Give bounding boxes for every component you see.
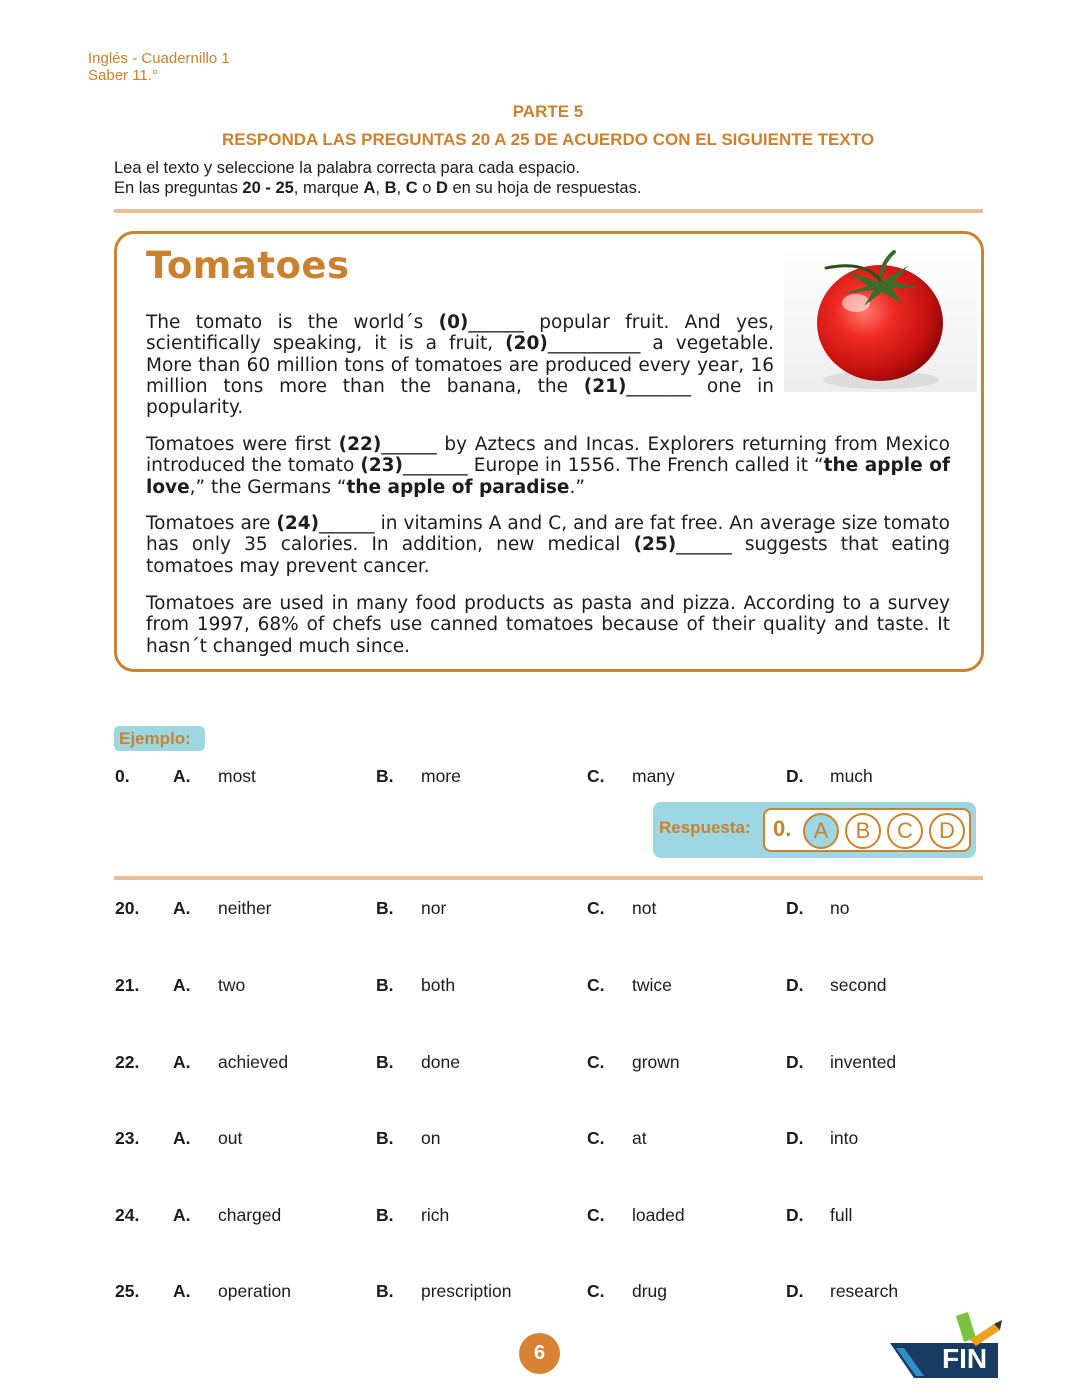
text-paragraph-2: Tomatoes were first (22)______ by Aztecs and Incas. Explorers returning from Mexico introduced the tomato (23)_______ Europe in 1556. The French called it “the apple of love,” the Germans “the apple of paradise.” — [146, 434, 950, 498]
question-row-25 — [0, 1281, 1080, 1305]
question-number: 24. — [115, 1205, 140, 1225]
option-letter-b: B. — [376, 1052, 394, 1072]
option-letter-d: D. — [786, 975, 804, 995]
option-c: many — [632, 766, 675, 786]
question-number: 21. — [115, 975, 140, 995]
option-letter-a: A. — [173, 898, 191, 918]
option-d: into — [830, 1128, 859, 1148]
option-letter-c: C. — [587, 1281, 605, 1301]
tomato-image — [784, 248, 977, 392]
answer-bubble-a: A — [803, 813, 839, 849]
option-letter-a: A. — [173, 975, 191, 995]
option-letter-a: A. — [173, 1128, 191, 1148]
divider — [114, 209, 983, 213]
option-b: done — [421, 1052, 460, 1072]
answer-label: Respuesta: — [659, 818, 751, 837]
option-letter-a: A. — [173, 1052, 191, 1072]
question-row-23 — [0, 1128, 1080, 1152]
option-a: neither — [218, 898, 272, 918]
option-c: loaded — [632, 1205, 685, 1225]
instructions — [114, 158, 641, 198]
question-row-21 — [0, 975, 1080, 999]
answer-number: 0. — [773, 816, 792, 841]
question-number: 0. — [115, 766, 130, 786]
question-row-22 — [0, 1052, 1080, 1076]
answer-bubble-sheet — [763, 808, 971, 852]
option-c: drug — [632, 1281, 668, 1301]
option-letter-c: C. — [587, 1052, 605, 1072]
option-d: no — [830, 898, 850, 918]
text-paragraph-3: Tomatoes are (24)______ in vitamins A and C, and are fat free. An average size tomato has only 35 calories. In addition, new medical (25)______ suggests that eating tomatoes may prevent cancer. — [146, 513, 951, 577]
option-letter-b: B. — [376, 1128, 394, 1148]
option-letter-b: B. — [376, 1281, 394, 1301]
option-letter-a: A. — [173, 1205, 191, 1225]
option-letter-c: C. — [587, 1205, 605, 1225]
answer-bubble-d: D — [929, 813, 965, 849]
option-letter-b: B. — [376, 766, 394, 786]
option-a: operation — [218, 1281, 291, 1301]
text-paragraph-1: The tomato is the world´s (0)______ popular fruit. And yes, scientifically speaking, it is a fruit, (20)__________ a vegetable. More than 60 million tons of tomatoes are produced every year, 16 million tons more than the banana, the (21)_______ one in popularity. — [146, 312, 774, 419]
option-letter-c: C. — [587, 975, 605, 995]
option-a: two — [218, 975, 246, 995]
option-d: much — [830, 766, 873, 786]
divider — [114, 876, 983, 880]
option-a: out — [218, 1128, 243, 1148]
booklet-title: Inglés - Cuadernillo 1 — [88, 50, 230, 67]
answer-bubble-c: C — [887, 813, 923, 849]
question-number: 22. — [115, 1052, 140, 1072]
option-letter-b: B. — [376, 1205, 394, 1225]
option-b: rich — [421, 1205, 450, 1225]
question-number: 20. — [115, 898, 140, 918]
option-c: not — [632, 898, 657, 918]
option-b: more — [421, 766, 461, 786]
example-row — [0, 766, 1080, 790]
option-letter-d: D. — [786, 1205, 804, 1225]
question-number: 23. — [115, 1128, 140, 1148]
option-d: research — [830, 1281, 899, 1301]
answer-box — [653, 802, 976, 858]
option-d: invented — [830, 1052, 897, 1072]
option-d: full — [830, 1205, 853, 1225]
section-title: PARTE 5 — [512, 102, 584, 121]
option-c: at — [632, 1128, 647, 1148]
text-paragraph-4: Tomatoes are used in many food products as pasta and pizza. According to a survey from 1997, 68% of chefs use canned tomatoes because of their quality and taste. It hasn´t changed much since. — [146, 593, 950, 657]
option-b: nor — [421, 898, 447, 918]
option-letter-c: C. — [587, 1128, 605, 1148]
option-c: twice — [632, 975, 672, 995]
option-letter-d: D. — [786, 1128, 804, 1148]
option-b: prescription — [421, 1281, 512, 1301]
option-c: grown — [632, 1052, 680, 1072]
option-letter-d: D. — [786, 766, 804, 786]
page-number-badge: 6 — [519, 1333, 560, 1374]
option-letter-c: C. — [587, 766, 605, 786]
question-row-24 — [0, 1205, 1080, 1229]
answer-bubble-b: B — [845, 813, 881, 849]
question-row-20 — [0, 898, 1080, 922]
option-b: on — [421, 1128, 441, 1148]
option-d: second — [830, 975, 887, 995]
text-title: Tomatoes — [146, 244, 350, 287]
section-instruction-title: RESPONDA LAS PREGUNTAS 20 A 25 DE ACUERDO CON EL SIGUIENTE TEXTO — [221, 130, 875, 149]
option-letter-a: A. — [173, 766, 191, 786]
option-letter-d: D. — [786, 898, 804, 918]
option-a: charged — [218, 1205, 282, 1225]
example-badge: Ejemplo: — [114, 726, 205, 751]
instruction-line-1: Lea el texto y seleccione la palabra correcta para cada espacio. — [114, 159, 580, 177]
option-a: achieved — [218, 1052, 289, 1072]
option-letter-b: B. — [376, 898, 394, 918]
option-letter-d: D. — [786, 1281, 804, 1301]
question-number: 25. — [115, 1281, 140, 1301]
option-letter-d: D. — [786, 1052, 804, 1072]
option-letter-b: B. — [376, 975, 394, 995]
option-a: most — [218, 766, 256, 786]
option-letter-a: A. — [173, 1281, 191, 1301]
booklet-header — [88, 50, 230, 84]
option-b: both — [421, 975, 456, 995]
booklet-grade: Saber 11.° — [88, 67, 158, 84]
instruction-line-2: En las preguntas 20 - 25, marque A, B, C o D en su hoja de respuestas. — [114, 179, 642, 197]
fin-label: FIN — [942, 1343, 988, 1374]
option-letter-c: C. — [587, 898, 605, 918]
